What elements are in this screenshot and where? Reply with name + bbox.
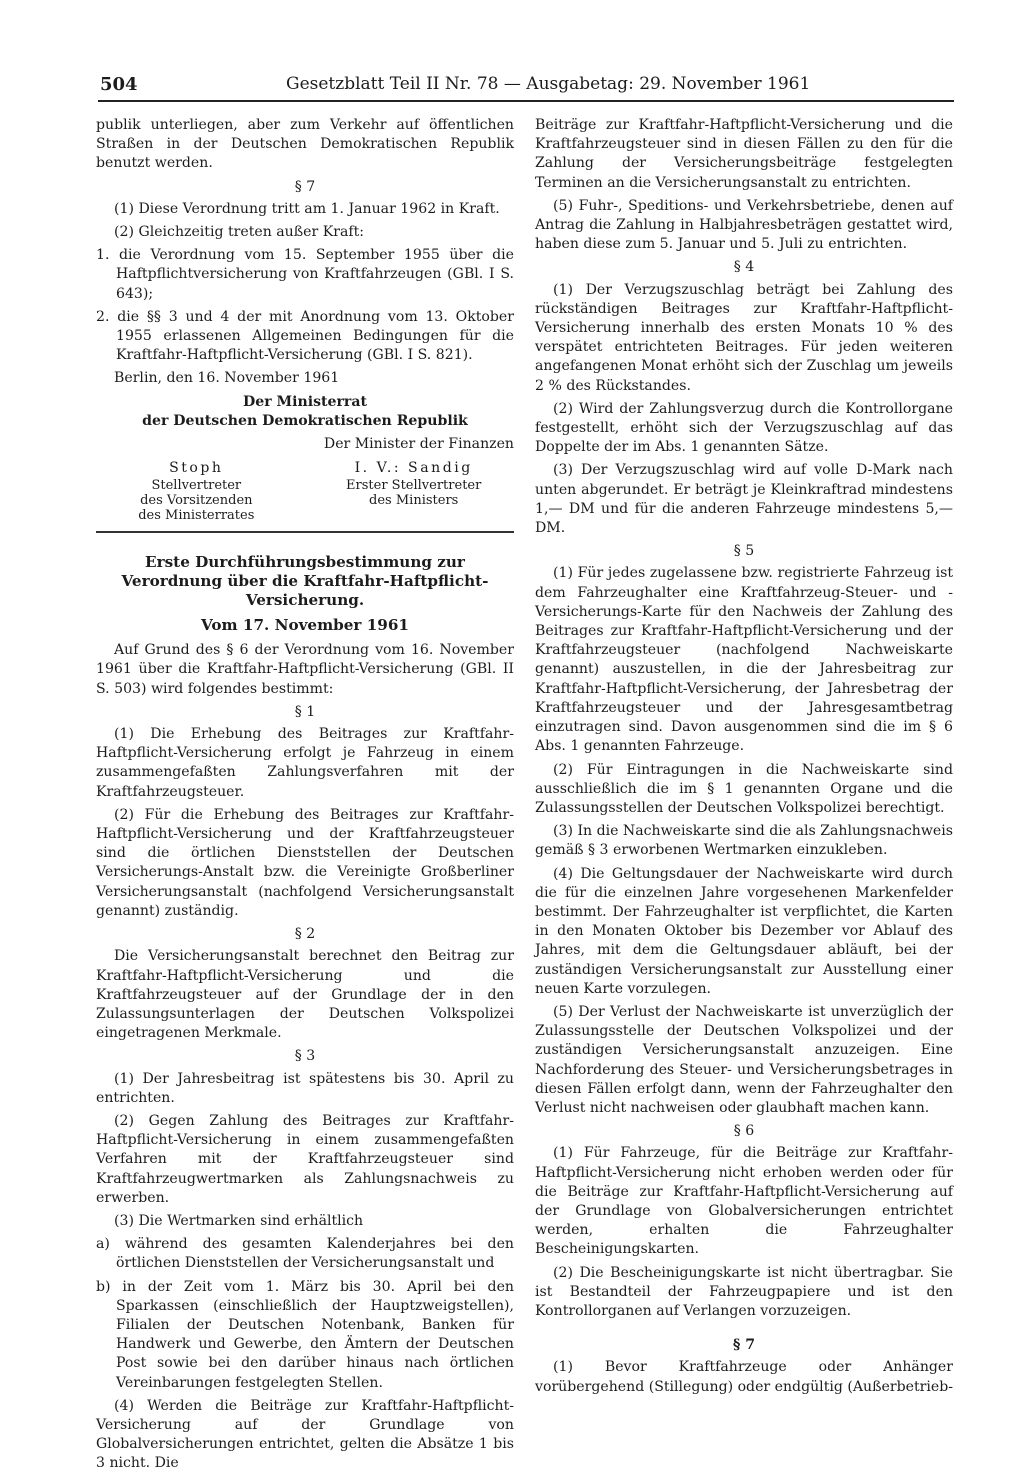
list-text: in der Zeit vom 1. März bis 30. April bei den Sparkassen (einschließlich der Hauptzweigstellen), Filialen der Deutschen Notenbank, Banken für Handwerk und Gewerbe, den Ämtern der Deutschen Post sowie bei den darüber hinaus nach örtlichen Vereinbarungen festgelegten Stellen. [116, 1278, 514, 1391]
paragraph: (1) Für jedes zugelassene bzw. registrierte Fahrzeug ist dem Fahrzeughalter eine Kraftfahrzeug-Steuer- und -Versicherungs-Karte für den Nachweis der Zahlung des Beitrages zur Kraftfahr-Haftpflicht-Versicherung und der Kraftfahrzeugsteuer (nachfolgend Nachweiskarte genannt) auszustellen, in die der Jahresbeitrag zur Kraftfahr-Haftpflicht-Versicherung, der Jahresbetrag der Kraftfahrzeugsteuer und der Jahresgesamtbetrag einzutragen sind. Davon ausgenommen sind die im § 6 Abs. 1 genannten Fahrzeuge. [535, 565, 953, 755]
issue-title: Gesetzblatt Teil II Nr. 78 — Ausgabetag: 29. November 1961 [286, 74, 811, 94]
paragraph: (4) Die Geltungsdauer der Nachweiskarte wird durch die für die einzelnen Jahre vorgesehenen Markenfelder bestimmt. Der Fahrzeughalter ist verpflichtet, die Karten in den Monaten Oktober bis Dezember vor Ablauf des Jahres, mit dem die Geltungsdauer abläuft, bei der zuständigen Versicherungsanstalt zur Ausstellung einer neuen Karte vorzulegen. [535, 865, 953, 997]
signature-right [313, 458, 514, 523]
paragraph: (2) Wird der Zahlungsverzug durch die Kontrollorgane festgestellt, erhöht sich der Verzugszuschlag auf das Doppelte der im Abs. 1 genannten Sätze. [535, 400, 953, 456]
paragraph: (1) Der Jahresbeitrag ist spätestens bis 30. April zu entrichten. [96, 1070, 514, 1106]
section-7-heading: § 7 [294, 178, 316, 195]
header-rule [98, 100, 954, 102]
list-item [96, 1235, 514, 1273]
page-number: 504 [100, 74, 138, 95]
council-line-2: der Deutschen Demokratischen Republik [142, 412, 468, 429]
spacer [535, 1325, 953, 1335]
signatory-role: des Ministers [369, 493, 459, 509]
paragraph: (2) Gegen Zahlung des Beitrages zur Kraftfahr-Haftpflicht-Versicherung in einem zusammengefaßten Verfahren mit der Kraftfahrzeugsteuer sind Kraftfahrzeugwertmarken als Zahlungsnachweis zu erwerben. [96, 1112, 514, 1206]
list-label: a) [96, 1236, 110, 1253]
paragraph: (3) Der Verzugszuschlag wird auf volle D-Mark nach unten abgerundet. Er beträgt je Kleinkraftrad mindestens 1,— DM und für die anderen Fahrzeuge mindestens 5,— DM. [535, 462, 953, 537]
paragraph: (1) Diese Verordnung tritt am 1. Januar 1962 in Kraft. [114, 200, 500, 217]
section-3-heading: § 3 [294, 1048, 316, 1065]
paragraph: (2) Gleichzeitig treten außer Kraft: [114, 224, 365, 241]
list-item [96, 1278, 514, 1393]
list-item [96, 308, 514, 366]
decree-date: Vom 17. November 1961 [201, 616, 409, 635]
continued-paragraph: Beiträge zur Kraftfahr-Haftpflicht-Versicherung und die Kraftfahrzeugsteuer sind in diesen Fällen zu den für die Zahlung der Versicherungsbeiträge festgelegten Terminen an die Versicherungsanstalt zu entrichten. [535, 117, 953, 191]
list-number: 2. [96, 308, 110, 325]
section-1-heading: § 1 [294, 703, 316, 720]
section-4-heading: § 4 [733, 259, 755, 276]
list-text: während des gesamten Kalenderjahres bei den örtlichen Dienststellen der Versicherungsanstalt und [116, 1236, 514, 1272]
signatory-role: des Ministerrates [138, 508, 255, 524]
paragraph: (2) Für die Erhebung des Beitrages zur Kraftfahr-Haftpflicht-Versicherung und der Kraftfahrzeugsteuer sind die örtlichen Dienststellen der Deutschen Versicherungs-Anstalt bzw. die Vereinigte Großberliner Versicherungsanstalt (nachfolgend Versicherungsanstalt genannt) zuständig. [96, 806, 514, 919]
paragraph: (3) In die Nachweiskarte sind die als Zahlungsnachweis gemäß § 3 erworbenen Wertmarken einzukleben. [535, 823, 954, 859]
paragraph: (1) Der Verzugszuschlag beträgt bei Zahlung des rückständigen Beitrages zur Kraftfahr-Haftpflicht-Versicherung innerhalb des ersten Monats 10 % des verspätet entrichteten Beitrages. Für jeden weiteren angefangenen Monat erhöht sich der Zuschlag um jeweils 2 % des Rückstandes. [535, 281, 953, 394]
paragraph: (1) Die Erhebung des Beitrages zur Kraftfahr-Haftpflicht-Versicherung erfolgt je Fahrzeug in einem zusammengefaßten Zahlungsverfahren mit der Kraftfahrzeugsteuer. [96, 726, 514, 800]
list-text: die Verordnung vom 15. September 1955 über die Haftpflichtversicherung von Kraftfahrzeugen (GBl. I S. 643); [116, 247, 514, 302]
council-line-1: Der Ministerrat [243, 393, 367, 410]
finance-minister: Der Minister der Finanzen [323, 436, 514, 453]
list-text: die §§ 3 und 4 der mit Anordnung vom 13. Oktober 1955 erlassenen Allgemeinen Bedingungen für die Kraftfahr-Haftpflicht-Versicherung (GBl. I S. 821). [116, 308, 514, 364]
right-column [535, 116, 953, 1401]
decree-title: Erste Durchführungsbestimmung zur Verordnung über die Kraftfahr-Haftpflicht-Versicherung. [121, 553, 489, 610]
section-divider [96, 531, 514, 533]
section-2-heading: § 2 [294, 926, 316, 943]
paragraph: (2) Die Bescheinigungskarte ist nicht übertragbar. Sie ist Bestandteil der Fahrzeugpapiere und ist den Kontrollorganen auf Verlangen vorzuzeigen. [535, 1264, 953, 1319]
place-date: Berlin, den 16. November 1961 [114, 370, 340, 387]
section-5-heading: § 5 [733, 543, 755, 560]
signature-left [96, 458, 297, 523]
signatory-name: Stoph [169, 460, 224, 477]
list-label: b) [96, 1278, 111, 1295]
signatory-name: I. V.: Sandig [354, 460, 473, 477]
page-header [100, 74, 950, 98]
continued-paragraph: publik unterliegen, aber zum Verkehr auf öffentlichen Straßen in der Deutschen Demokratischen Republik benutzt werden. [96, 117, 514, 172]
signatory-role: des Vorsitzenden [140, 493, 253, 509]
paragraph: Die Versicherungsanstalt berechnet den Beitrag zur Kraftfahr-Haftpflicht-Versicherung und die Kraftfahrzeugsteuer auf der Grundlage der in den Zulassungsunterlagen der Deutschen Volkspolizei eingetragenen Merkmale. [96, 948, 514, 1042]
paragraph: (5) Fuhr-, Speditions- und Verkehrsbetriebe, denen auf Antrag die Zahlung in Halbjahresbeträgen gestattet wird, haben diese zum 5. Januar und 5. Juli zu entrichten. [535, 197, 953, 253]
left-column [96, 116, 514, 1478]
list-item [96, 246, 514, 304]
list-number: 1. [96, 247, 110, 264]
section-7-heading: § 7 [732, 1337, 756, 1354]
intro-paragraph: Auf Grund des § 6 der Verordnung vom 16. November 1961 über die Kraftfahr-Haftpflicht-Versicherung (GBl. II S. 503) wird folgendes bestimmt: [96, 642, 514, 697]
paragraph: (1) Für Fahrzeuge, für die Beiträge zur Kraftfahr-Haftpflicht-Versicherung nicht erhoben werden oder für die Beiträge zur Kraftfahr-Haftpflicht-Versicherung auf der Grundlage von Globalversicherungen entrichtet werden, erhalten die Fahrzeughalter Bescheinigungskarten. [535, 1145, 953, 1258]
section-6-heading: § 6 [733, 1123, 755, 1140]
signatory-role: Stellvertreter [151, 478, 242, 494]
paragraph: (5) Der Verlust der Nachweiskarte ist unverzüglich der Zulassungsstelle der Deutschen Volkspolizei und der zuständigen Versicherungsanstalt anzuzeigen. Eine Nachforderung des Steuer- und Versicherungsbetrages in diesen Fällen erfolgt dann, wenn der Fahrzeughalter den Verlust nicht nachweisen oder glaubhaft machen kann. [535, 1003, 953, 1116]
signatures [96, 458, 514, 523]
paragraph: (1) Bevor Kraftfahrzeuge oder Anhänger vorübergehend (Stillegung) oder endgültig (Außerbetrieb- [535, 1359, 954, 1395]
signatory-role: Erster Stellvertreter [346, 478, 482, 494]
paragraph: (3) Die Wertmarken sind erhältlich [114, 1212, 364, 1229]
paragraph: (2) Für Eintragungen in die Nachweiskarte sind ausschließlich die im § 1 genannten Organe und die Zulassungsstellen der Deutschen Volkspolizei berechtigt. [535, 761, 953, 816]
paragraph: (4) Werden die Beiträge zur Kraftfahr-Haftpflicht-Versicherung auf der Grundlage von Globalversicherungen entrichtet, gelten die Absätze 1 bis 3 nicht. Die [96, 1397, 514, 1472]
